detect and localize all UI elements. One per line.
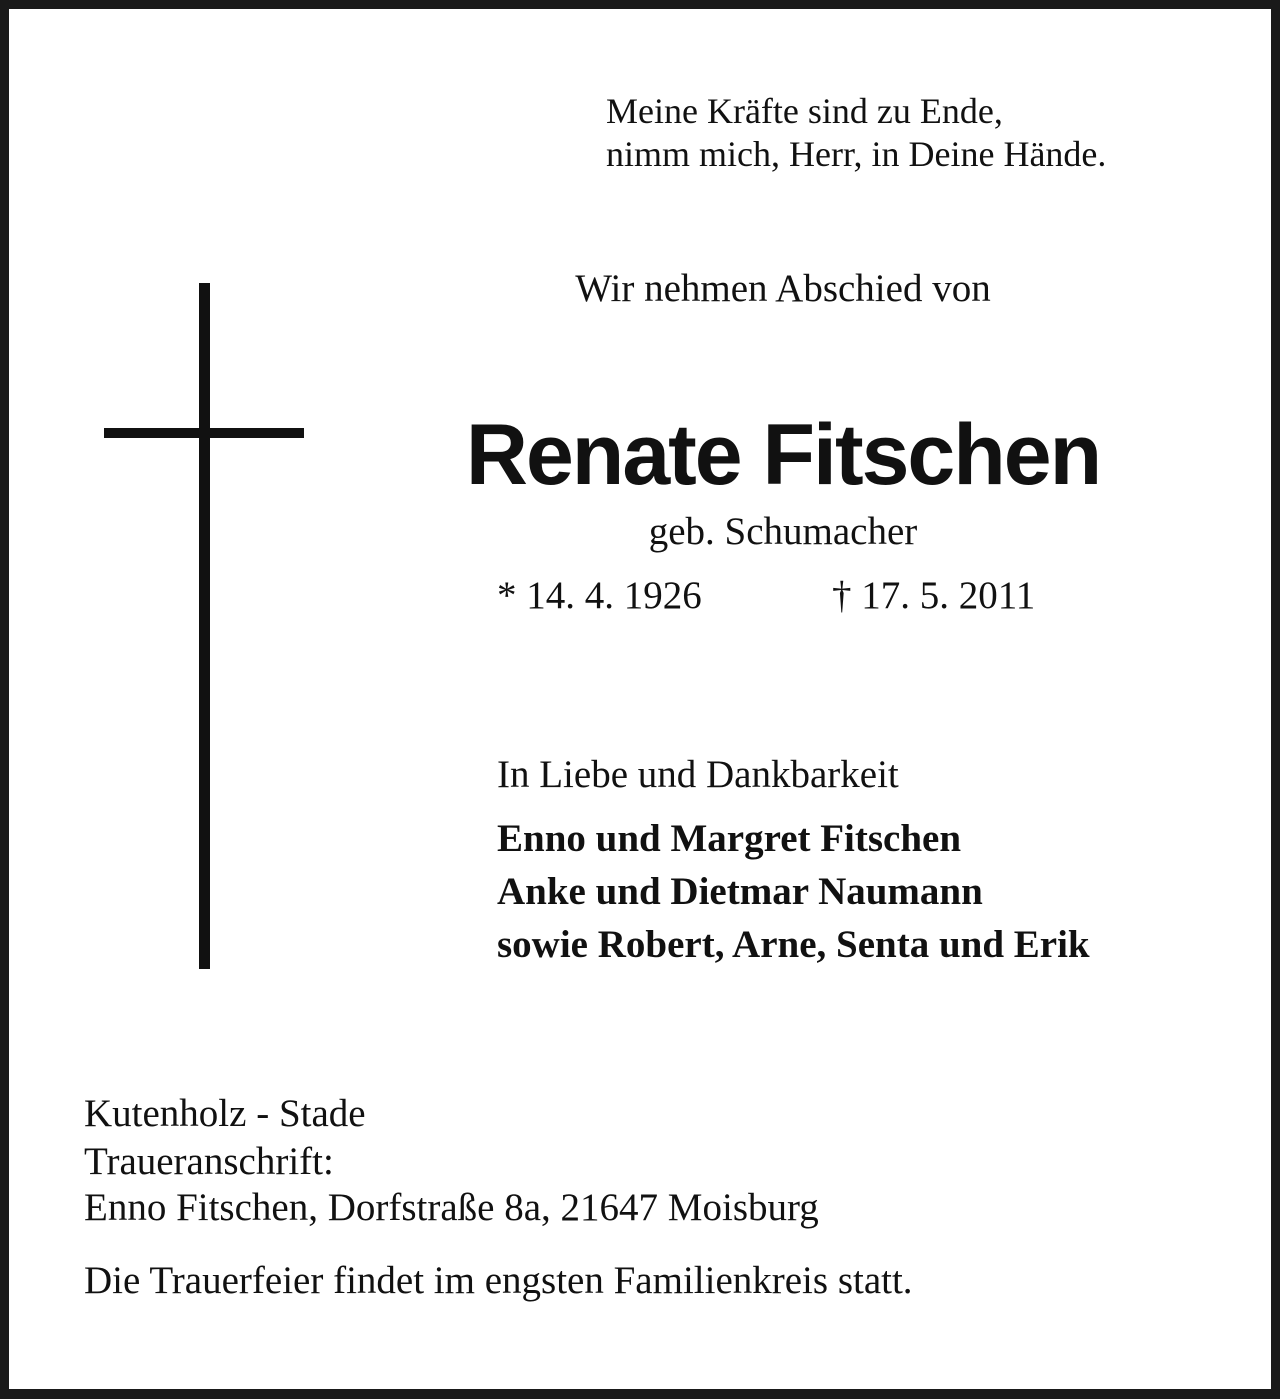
mourners-list: [497, 812, 1090, 971]
motto-line-1: Meine Kräfte sind zu Ende,: [606, 91, 1003, 131]
farewell-line: Wir nehmen Abschied von: [575, 267, 991, 310]
deceased-name: Renate Fitschen: [465, 407, 1101, 503]
address-label: Traueranschrift:: [84, 1140, 334, 1183]
mourner-item: Enno und Margret Fitschen: [497, 817, 962, 860]
motto-line-2: nimm mich, Herr, in Deine Hände.: [606, 134, 1107, 174]
mourner-item: sowie Robert, Arne, Senta und Erik: [497, 923, 1090, 966]
mourner-item: Anke und Dietmar Naumann: [497, 870, 983, 913]
location-line: Kutenholz - Stade: [84, 1092, 366, 1135]
motto-verse: [606, 90, 1106, 176]
death-date: † 17. 5. 2011: [832, 574, 1036, 617]
cross-vertical-bar: [199, 283, 210, 969]
closing-line: In Liebe und Dankbarkeit: [497, 753, 899, 796]
ceremony-notice: Die Trauerfeier findet im engsten Familienkreis statt.: [84, 1259, 913, 1302]
birth-date: * 14. 4. 1926: [497, 574, 702, 617]
maiden-name: geb. Schumacher: [648, 510, 918, 553]
address-value: Enno Fitschen, Dorfstraße 8a, 21647 Moisburg: [84, 1186, 819, 1229]
